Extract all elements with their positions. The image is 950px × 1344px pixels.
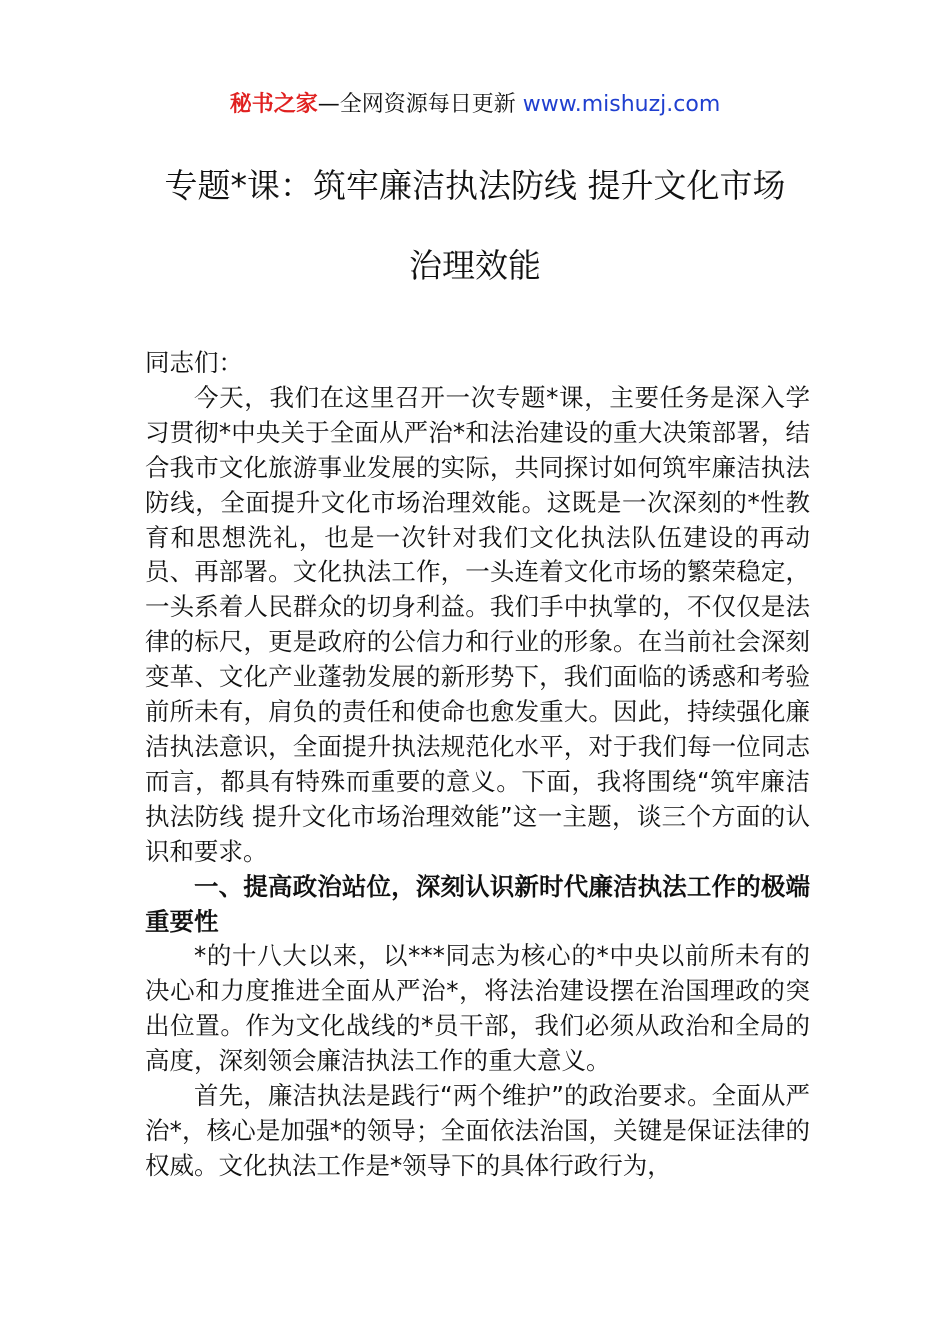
section-1-heading: 一、提高政治站位，深刻认识新时代廉洁执法工作的极端重要性 (145, 871, 810, 936)
site-header (0, 88, 950, 122)
title-line-2: 治理效能 (409, 246, 541, 285)
site-url[interactable]: www.mishuzj.com (522, 92, 721, 117)
section-1-paragraph-1: *的十八大以来，以***同志为核心的*中央以前所未有的决心和力度推进全面从严治*，将法治建设摆在治国理政的突出位置。作为文化战线的*员干部，我们必须从政治和全局的高度，深刻领会廉洁执法工作的重大意义。 (145, 941, 810, 1076)
title-line-1: 专题*课：筑牢廉洁执法防线 提升文化市场 (164, 166, 786, 205)
document-title (100, 160, 850, 292)
salutation: 同志们： (145, 348, 243, 377)
site-brand: 秘书之家 (229, 92, 318, 117)
document-body (145, 346, 810, 1184)
intro-paragraph: 今天，我们在这里召开一次专题*课，主要任务是深入学习贯彻*中央关于全面从严治*和法治建设的重大决策部署，结合我市文化旅游事业发展的实际，共同探讨如何筑牢廉洁执法防线，全面提升文化市场治理效能。这既是一次深刻的*性教育和思想洗礼，也是一次针对我们文化执法队伍建设的再动员、再部署。文化执法工作，一头连着文化市场的繁荣稳定，一头系着人民群众的切身利益。我们手中执掌的，不仅仅是法律的标尺，更是政府的公信力和行业的形象。在当前社会深刻变革、文化产业蓬勃发展的新形势下，我们面临的诱惑和考验前所未有，肩负的责任和使命也愈发重大。因此，持续强化廉洁执法意识，全面提升执法规范化水平，对于我们每一位同志而言，都具有特殊而重要的意义。下面，我将围绕“筑牢廉洁执法防线 提升文化市场治理效能”这一主题，谈三个方面的认识和要求。 (145, 382, 810, 866)
section-1-paragraph-2: 首先，廉洁执法是践行“两个维护”的政治要求。全面从严治*，核心是加强*的领导；全面依法治国，关键是保证法律的权威。文化执法工作是*领导下的具体行政行为， (145, 1081, 810, 1180)
site-tagline: —全网资源每日更新 (317, 92, 523, 117)
